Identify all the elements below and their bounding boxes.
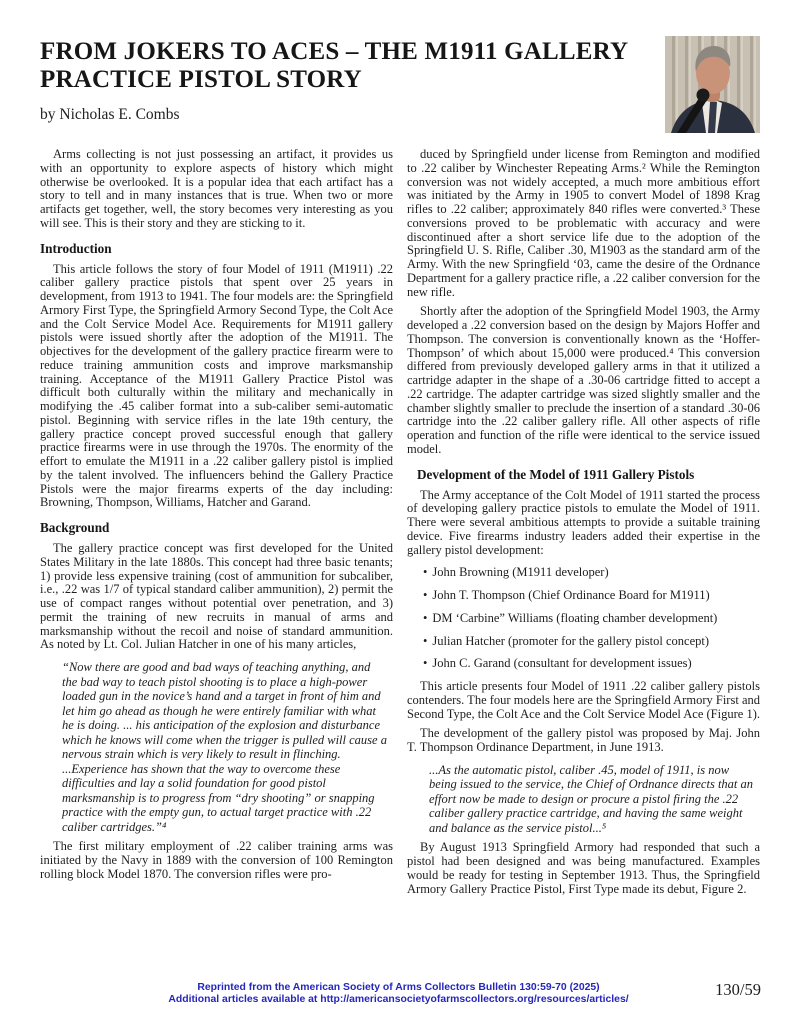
paragraph-navy-conversion: The first military employment of .22 caliber training arms was initiated by the Navy in 1889 with the conversion of 100 Remington rolling block Model 1870. The conversion rifles were pro- [40,839,393,881]
list-item [423,612,760,626]
bullet-icon: • [423,633,428,648]
reprint-notice [0,982,797,1007]
ordnance-directive-quote: ...As the automatic pistol, caliber .45, model of 1911, is now being issued to the service, the Chief of Ordnance directs that an effort now be made to design or procure a pistol firing the .22 caliber gallery practice cartridge, and having the same weight and balance as the service pistol...⁵ [429,762,754,835]
byline: by Nicholas E. Combs [40,106,180,123]
author-portrait-graphic [665,36,760,133]
article-header [40,38,760,124]
paragraph-army-acceptance: The Army acceptance of the Colt Model of 1911 started the process of developing gallery practice pistols to emulate the Model of 1911. There were several ambitious attempts to provide a suitable training device. Five firearms industry leaders added their expertise in the gallery pistol development: [407,487,760,557]
list-item [423,589,760,603]
paragraph-remington-continued: duced by Springfield under license from Remington and modified to .22 caliber by Winchester Repeating Arms.² While the Remington conversion was not widely accepted, a much more ambitious effort was initiated by the Army in 1905 to convert Model of 1898 Krag rifles to .22 caliber; approximately 840 rifles were converted.³ These conversions proved to be problematic with accuracy and were discontinued after a short service life due to the adoption of the Springfield U. S. Rifle, Caliber .30, M1903 as the standard arm of the Army. With the new Springfield ‘03, came the desire of the Ordnance Department for a gallery practice rifle, a .22 caliber conversion for the new rifle. [407,147,760,299]
right-column [407,148,760,896]
author-photo [665,36,760,133]
section-heading-development: Development of the Model of 1911 Gallery Pistols [417,466,695,482]
article-body [40,148,760,896]
hatcher-quote: “Now there are good and bad ways of teaching anything, and the bad way to teach pistol shooting is to place a high-power loaded gun in the novice’s hand and a target in front of him and let him go ahead as though he were entirely familiar with what he is doing. ... his anticipation of the explosion and disturbance which he knows will come when the trigger is pulled will cause a nervous strain which is very likely to result in flinching. ...Experience has shown that the way to overcome these difficulties and lay a solid foundation for good pistol marksmanship is to progress from “dry shooting” or snapping practice with the empty gun, to actual target practice with .22 caliber cartridges.”⁴ [62,660,387,834]
list-item [423,657,760,671]
list-item [423,566,760,580]
list-item-text: John C. Garand (consultant for development issues) [432,656,692,671]
section-heading-background: Background [40,520,110,535]
bullet-icon: • [423,565,428,580]
bullet-icon: • [423,656,428,671]
paragraph-hoffer-thompson: Shortly after the adoption of the Springfield Model 1903, the Army developed a .22 conversion based on the design by Majors Hoffer and Thompson. The conversion is conventionally known as the ‘Hoffer-Thompson’ of which about 15,000 were produced.⁴ This conversion differed from previously developed gallery arms in that it utilized a cartridge adapter in the shape of a .30-06 cartridge fitted to accept a .22 cartridge. The adapter cartridge was sized slightly smaller and the chamber slightly smaller to preclude the insertion of a standard .30-06 cartridge into the .22 caliber gallery rifle. All other aspects of rifle operation and function of the rifle were identical to the service issued model. [407,304,760,456]
title-line-2: PRACTICE PISTOL STORY [40,66,362,93]
list-item-text: John T. Thompson (Chief Ordinance Board for M1911) [432,588,710,602]
left-column [40,148,393,896]
bullet-icon: • [423,610,428,625]
paragraph-august-1913: By August 1913 Springfield Armory had responded that such a pistol had been designed and was being manufactured. Examples would be ready for testing in September 1913. Thus, the Springfield Armory Gallery Practice Pistol, First Type made its debut, Figure 2. [407,840,760,896]
reprint-url: Additional articles available at http://americansocietyofarmscollectors.org/resources/articles/ [168,994,629,1006]
section-heading-introduction: Introduction [40,240,112,256]
list-item [423,635,760,649]
paragraph-four-models: This article presents four Model of 1911 .22 caliber gallery pistols contenders. The four models here are the Springfield Armory First and Second Type, the Colt Ace and the Colt Service Model Ace (Figure 1). [407,679,760,721]
bullet-icon: • [423,588,428,602]
article-title [40,38,665,94]
paragraph-lead: Arms collecting is not just possessing an artifact, it provides us with an opportunity to explore aspects of history which might otherwise be overlooked. It is a popular idea that each artifact has a story to tell and in many instances that is true. When two or more artifacts get together, well, the story becomes very interesting as you will see. This is their story and they are sticking to it. [40,147,393,230]
list-item-text: DM ‘Carbine” Williams (floating chamber development) [432,610,718,625]
reprint-line: Reprinted from the American Society of Arms Collectors Bulletin 130:59-70 (2025) [197,981,600,993]
paragraph-introduction: This article follows the story of four Model of 1911 (M1911) .22 caliber gallery practice pistols that spent over 25 years in development, from 1913 to 1941. The four models are: the Springfield Armory First Type, the Springfield Armory Second Type, the Colt Ace and the Colt Service Model Ace. Requirements for M1911 gallery pistols were issued shortly after the adoption of the M1911. The objectives for the development of the gallery practice firearm were to reduce training ammunition costs and improve marksmanship training. Acceptance of the M1911 Gallery Practice Pistol was difficult both culturally within the military and mechanically in modifying the .45 caliber format into a sub-caliber semi-automatic pistol. Beginning with service rifles in the late 19th century, the gallery practice concept proved successful enough that gallery practice firearms were in use through the 1970s. The enormity of the effort to emulate the M1911 in a .22 caliber gallery pistol is implied by the talent involved. The influencers behind the Gallery Practice Pistols were the major firearms experts of the day including: Browning, Thompson, Williams, Hatcher and Garand. [40,261,393,510]
list-item-text: John Browning (M1911 developer) [432,565,609,580]
paragraph-thompson-proposal: The development of the gallery pistol was proposed by Maj. John T. Thompson Ordinance Department, in June 1913. [407,726,760,754]
title-line-1: FROM JOKERS TO ACES – THE M1911 GALLERY [40,38,629,65]
expert-list [407,566,760,671]
page-number: 130/59 [715,980,761,999]
list-item-text: Julian Hatcher (promoter for the gallery pistol concept) [432,633,710,648]
paragraph-background: The gallery practice concept was first developed for the United States Military in the late 1880s. This concept had three basic tenants; 1) provide less expensive training (cost of ammunition for subcaliber, i.e., .22 was 1/7 of typical standard caliber ammunition), 2) permit the use of compact ranges without potential over penetration, and 3) permit the training of new recruits in manual of arms and marksmanship without the recoil and noise of standard ammunition. As noted by Lt. Col. Julian Hatcher in one of his many articles, [40,541,393,652]
